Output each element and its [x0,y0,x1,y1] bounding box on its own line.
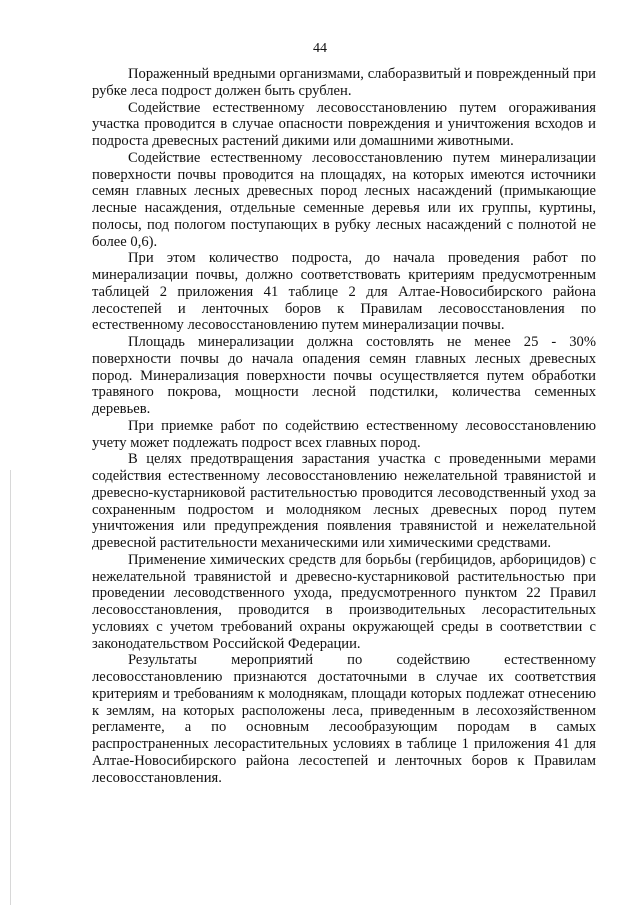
document-body [92,66,596,786]
paragraph-soil-mineralization: Содействие естественному лесовосстановлению путем минерализации поверхности почвы проводится на площадях, на которых имеются источники семян главных лесных древесных пород лесных насаждений (примыкающие лесные насаждения, отдельные семенные деревья или их группы, куртины, полосы, под пологом поступающих в рубку лесных насаждений с полнотой не более 0,6). [92,149,596,250]
paragraph-acceptance: При приемке работ по содействию естественному лесовосстановлению учету может подлежать подрост всех главных пород. [92,417,596,451]
paragraph-results: Результаты мероприятий по содействию естественному лесовосстановлению признаются достаточными в случае их соответствия критериям и требованиям к молоднякам, площади которых подлежат отнесению к землям, на которых расположены леса, приведенным в лесохозяйственном регламенте, а по основным лесообразующим породам в самых распространенных лесорастительных условиях в таблице 1 приложения 41 для Алтае-Новосибирского района лесостепей и ленточных боров к Правилам лесовосстановления. [92,652,596,786]
paragraph-chemical-means: Применение химических средств для борьбы (гербицидов, арборицидов) с нежелательной травянистой и древесно-кустарниковой растительностью при проведении лесоводственного ухода, предусмотренного пунктом 22 Правил лесовосстановления, проводится в производительных лесорастительных условиях с учетом требований охраны окружающей среды в соответствии с законодательством Российской Федерации. [92,551,596,652]
paragraph-fencing: Содействие естественному лесовосстановлению путем огораживания участка проводится в случае опасности повреждения и уничтожения всходов и подроста древесных растений дикими или домашними животными. [92,99,596,149]
scan-edge-line [10,470,11,905]
paragraph-undergrowth-quantity: При этом количество подроста, до начала проведения работ по минерализации почвы, должно соответствовать критериям предусмотренным таблицей 2 приложения 41 таблице 2 для Алтае-Новосибирского района лесостепей и ленточных боров к Правилам лесовосстановления по естественному лесовосстановлению путем минерализации почвы. [92,250,596,334]
paragraph-damaged-undergrowth: Пораженный вредными организмами, слаборазвитый и поврежденный при рубке леса подрост должен быть срублен. [92,66,596,99]
paragraph-mineralization-area: Площадь минерализации должна состовлять не менее 25 - 30% поверхности почвы до начала опадения семян главных лесных древесных пород. Минерализация поверхности почвы осуществляется путем обработки травяного покрова, мощности лесной подстилки, количества семенных деревьев. [92,334,596,417]
paragraph-overgrowth-prevention: В целях предотвращения зарастания участка с проведенными мерами содействия естественному лесовосстановлению нежелательной травянистой и древесно-кустарниковой растительностью проводится лесоводственный уход за сохраненным подростом и молодняком лесных древесных пород путем уничтожения или предупреждения появления травянистой и нежелательной древесной растительности механическими или химическими средствами. [92,451,596,551]
page-number: 44 [313,41,327,56]
